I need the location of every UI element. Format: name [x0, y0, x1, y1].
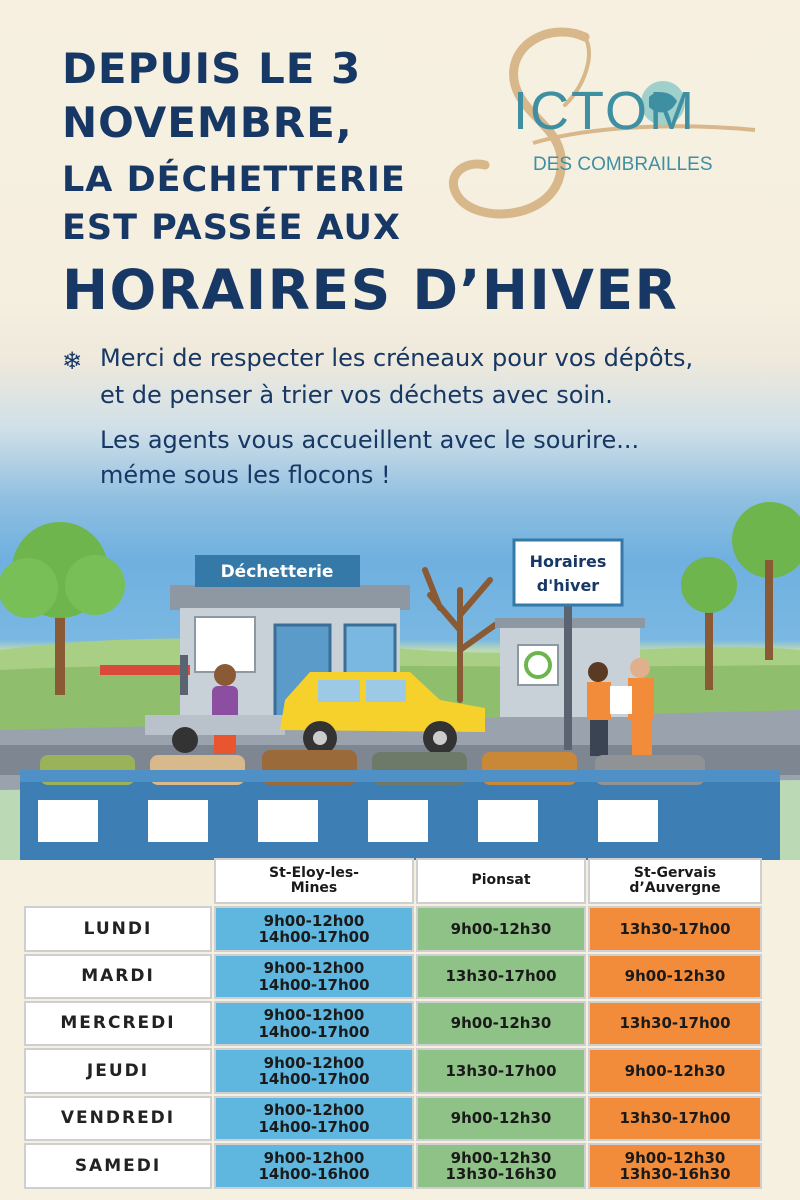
- cell-line: 13h30-17h00: [445, 967, 557, 986]
- cell-line: 13h30-16h30: [619, 1165, 731, 1183]
- message-line-1: Merci de respecter les créneaux pour vos dépôts,: [100, 344, 694, 372]
- visitor-woman: [212, 664, 238, 754]
- cell-line: 9h00-12h30: [624, 967, 726, 986]
- cell-line: 9h00-12h30: [450, 919, 552, 938]
- cell-line: 13h30-17h00: [619, 1014, 731, 1033]
- barrier: [100, 665, 190, 675]
- schedule-cell: [588, 906, 762, 952]
- logo-name: ICTOM: [513, 81, 696, 141]
- cell-line: 9h00-12h30: [450, 1014, 552, 1033]
- cell-line: 14h00-16h00: [258, 1165, 370, 1183]
- title-line-5: HORAIRES D’HIVER: [62, 258, 679, 322]
- cell-line: 9h00-12h00: [263, 959, 365, 977]
- cell-line: Mines: [290, 880, 338, 896]
- schedule-cell: [214, 1096, 414, 1141]
- cell-line: 13h30-16h30: [445, 1165, 557, 1183]
- schedule-cell: [588, 1048, 762, 1094]
- schedule-cell: [588, 1143, 762, 1189]
- recycling-center-illustration: [0, 500, 800, 860]
- day-label: JEUDI: [24, 1048, 212, 1094]
- cell-line: d’Auvergne: [629, 880, 721, 896]
- cell-line: 14h00-17h00: [258, 1022, 370, 1041]
- title-line-2: NOVEMBRE,: [62, 98, 353, 147]
- snowflake-icon: ❄: [62, 347, 83, 375]
- message-line-3: Les agents vous accueillent avec le sourire...: [100, 426, 640, 454]
- schedule-cell: [214, 1001, 414, 1046]
- cell-line: 14h00-17h00: [258, 975, 370, 994]
- message-line-2: et de penser à trier vos déchets avec soin.: [100, 381, 613, 409]
- schedule-cell: [214, 1143, 414, 1189]
- hours-sign-line-1: Horaires: [529, 552, 607, 571]
- schedule-cell: [588, 954, 762, 999]
- cell-line: 9h00-12h30: [450, 1109, 552, 1128]
- schedule-cell: [214, 906, 414, 952]
- day-label: LUNDI: [24, 906, 212, 952]
- cell-line: Pionsat: [471, 872, 531, 889]
- building-sign: Déchetterie: [220, 562, 334, 582]
- cell-line: 13h30-17h00: [445, 1061, 557, 1080]
- day-label: VENDREDI: [24, 1096, 212, 1141]
- schedule-cell: [416, 1096, 586, 1141]
- schedule-cell: [416, 1048, 586, 1094]
- logo-subtitle: DES COMBRAILLES: [533, 154, 713, 175]
- title-line-1: DEPUIS LE 3: [62, 44, 362, 93]
- column-header: [214, 858, 414, 904]
- cell-line: 9h00-12h30: [624, 1061, 726, 1080]
- title-line-4: EST PASSÉE AUX: [62, 208, 401, 248]
- message-line-4: méme sous les flocons !: [100, 461, 391, 489]
- cell-line: 14h00-17h00: [258, 928, 370, 946]
- waste-containers: [20, 750, 780, 860]
- schedule-cell: [416, 954, 586, 999]
- title-line-3: LA DÉCHETTERIE: [62, 160, 406, 200]
- schedule-cell: [416, 906, 586, 952]
- cell-line: St-Eloy-les-: [269, 864, 359, 881]
- schedule-cell: [214, 954, 414, 999]
- cell-line: 9h00-12h00: [263, 1101, 365, 1119]
- schedule-cell: [214, 1048, 414, 1094]
- cell-line: 14h00-17h00: [258, 1070, 370, 1088]
- cell-line: St-Gervais: [633, 864, 717, 881]
- cell-line: 9h00-12h00: [263, 1006, 365, 1024]
- cell-line: 13h30-17h00: [619, 919, 731, 938]
- schedule-cell: [588, 1096, 762, 1141]
- schedule-cell: [416, 1143, 586, 1189]
- day-label: SAMEDI: [24, 1143, 212, 1189]
- cell-line: 13h30-17h00: [619, 1109, 731, 1128]
- column-header: [588, 858, 762, 904]
- cell-line: 9h00-12h00: [263, 911, 365, 930]
- cell-line: 9h00-12h00: [263, 1053, 365, 1072]
- cell-line: 14h00-17h00: [258, 1117, 370, 1136]
- hours-sign-line-2: d'hiver: [536, 576, 600, 595]
- column-header: [416, 858, 586, 904]
- cell-line: 9h00-12h00: [263, 1148, 365, 1167]
- cell-line: 9h00-12h30: [624, 1148, 726, 1167]
- schedule-cell: [416, 1001, 586, 1046]
- day-label: MERCREDI: [24, 1001, 212, 1046]
- cell-line: 9h00-12h30: [450, 1148, 552, 1167]
- schedule-cell: [588, 1001, 762, 1046]
- day-label: MARDI: [24, 954, 212, 999]
- trailer: [145, 715, 285, 735]
